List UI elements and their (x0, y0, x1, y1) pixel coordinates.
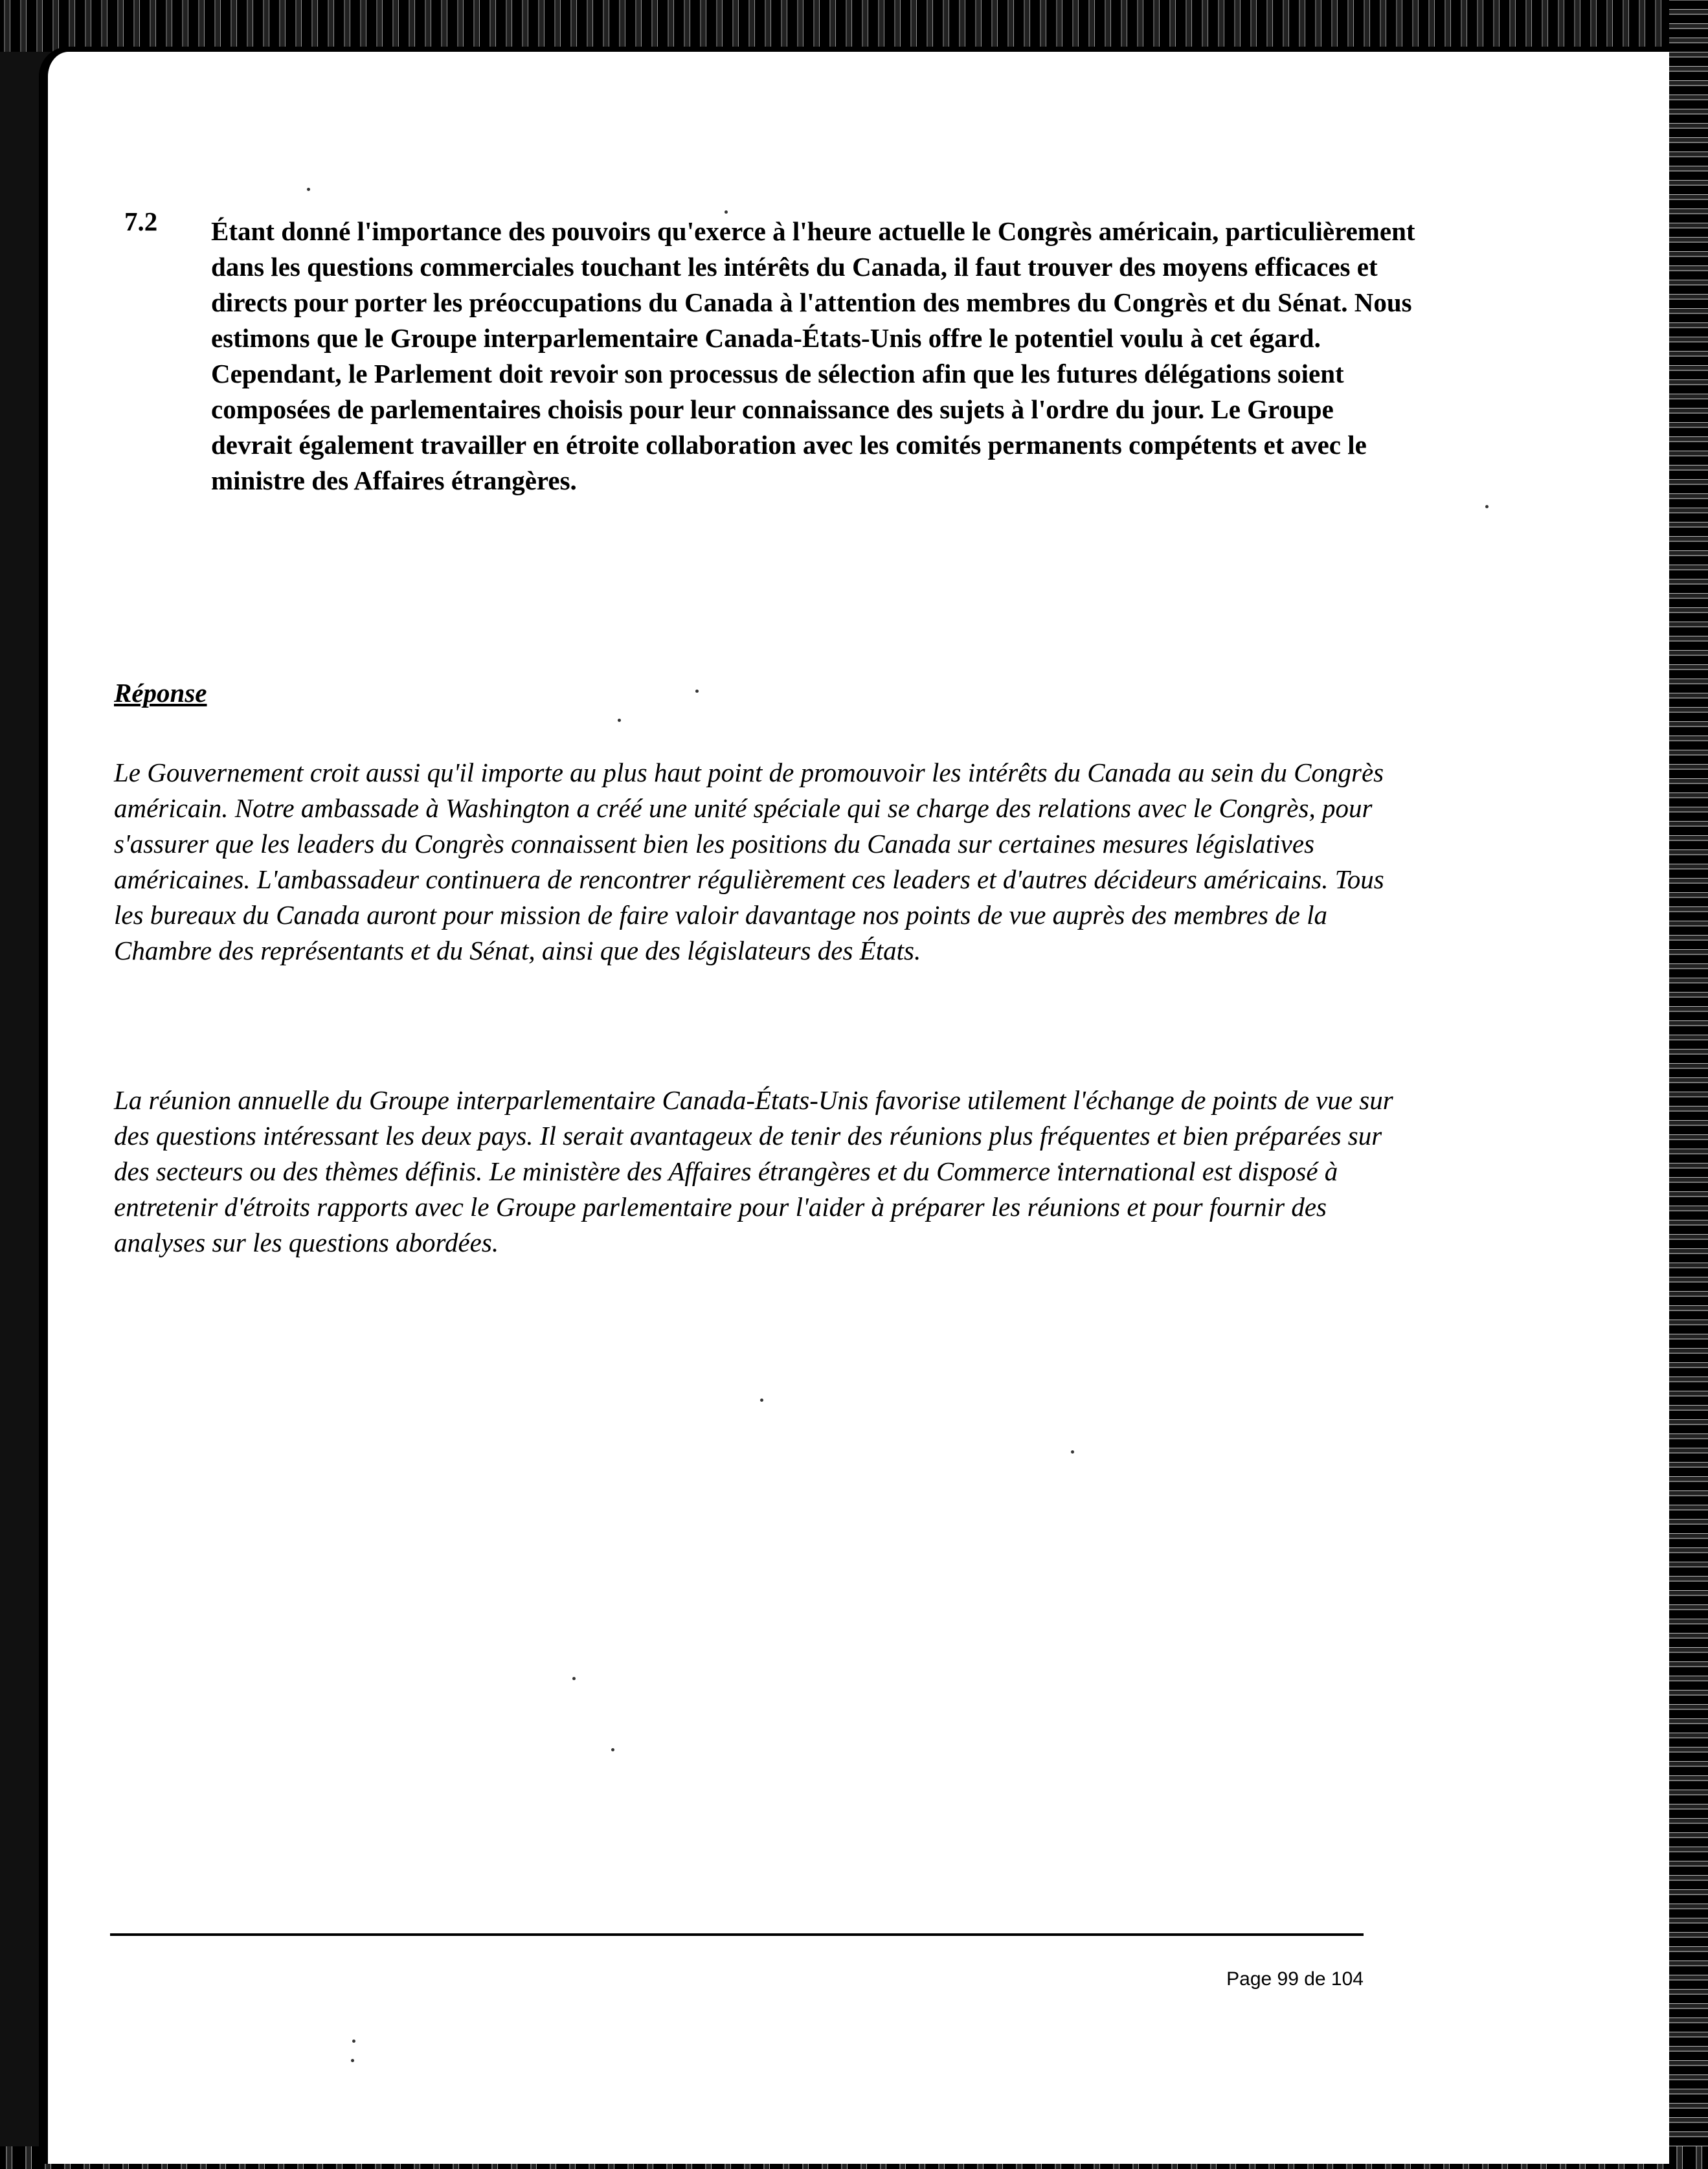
recommendation-number: 7.2 (124, 207, 158, 236)
response-paragraph-2: La réunion annuelle du Groupe interparlementaire Canada-États-Unis favorise utilement l'échange de points de vue sur des questions intéressant les deux pays. Il serait avantageux de tenir des réunions plus fréquentes et bien préparées sur des secteurs ou des thèmes définis. Le ministère des Affaires étrangères et du Commerce international est disposé à entretenir d'étroits rapports avec le Groupe parlementaire pour l'aider à préparer les réunions et pour fournir des analyses sur les questions abordées. (114, 1085, 1393, 1257)
scan-speck (618, 719, 621, 722)
scan-speck (572, 1677, 576, 1680)
scan-speck (307, 188, 310, 191)
response-paragraph-1: Le Gouvernement croit aussi qu'il importe au plus haut point de promouvoir les intérêts du Canada au sein du Congrès américain. Notre ambassade à Washington a créé une unité spéciale qui se charge des relations avec le Congrès, pour s'assurer que les leaders du Congrès connaissent bien les positions du Canada sur certaines mesures législatives américaines. L'ambassadeur continuera de rencontrer régulièrement ces leaders et d'autres décideurs américains. Tous les bureaux du Canada auront pour mission de faire valoir davantage nos points de vue auprès des membres de la Chambre des représentants et du Sénat, ainsi que des législateurs des États. (114, 758, 1384, 965)
recommendation-text: Étant donné l'importance des pouvoirs qu'exerce à l'heure actuelle le Congrès américain, particulièrement dans les questions commerciales touchant les intérêts du Canada, il faut trouver des moyens efficaces et directs pour porter les préoccupations du Canada à l'attention des membres du Congrès et du Sénat. Nous estimons que le Groupe interparlementaire Canada-États-Unis offre le potentiel voulu à cet égard. Cependant, le Parlement doit revoir son processus de sélection afin que les futures délégations soient composées de parlementaires choisis pour leur connaissance des sujets à l'ordre du jour. Le Groupe devrait également travailler en étroite collaboration avec les comités permanents compétents et avec le ministre des Affaires étrangères. (211, 216, 1415, 495)
scan-speck (760, 1399, 763, 1402)
response-heading: Réponse (114, 678, 207, 708)
scan-border-top (0, 0, 1708, 52)
scan-speck (1071, 1450, 1074, 1454)
scan-speck (352, 2040, 355, 2043)
scan-speck (611, 1748, 614, 1751)
scan-speck (351, 2059, 354, 2062)
scan-speck (695, 690, 699, 693)
footer-rule (110, 1933, 1364, 1936)
scan-border-right (1669, 0, 1708, 2169)
scan-speck (1485, 505, 1489, 508)
page-number: Page 99 de 104 (1226, 1968, 1364, 1990)
